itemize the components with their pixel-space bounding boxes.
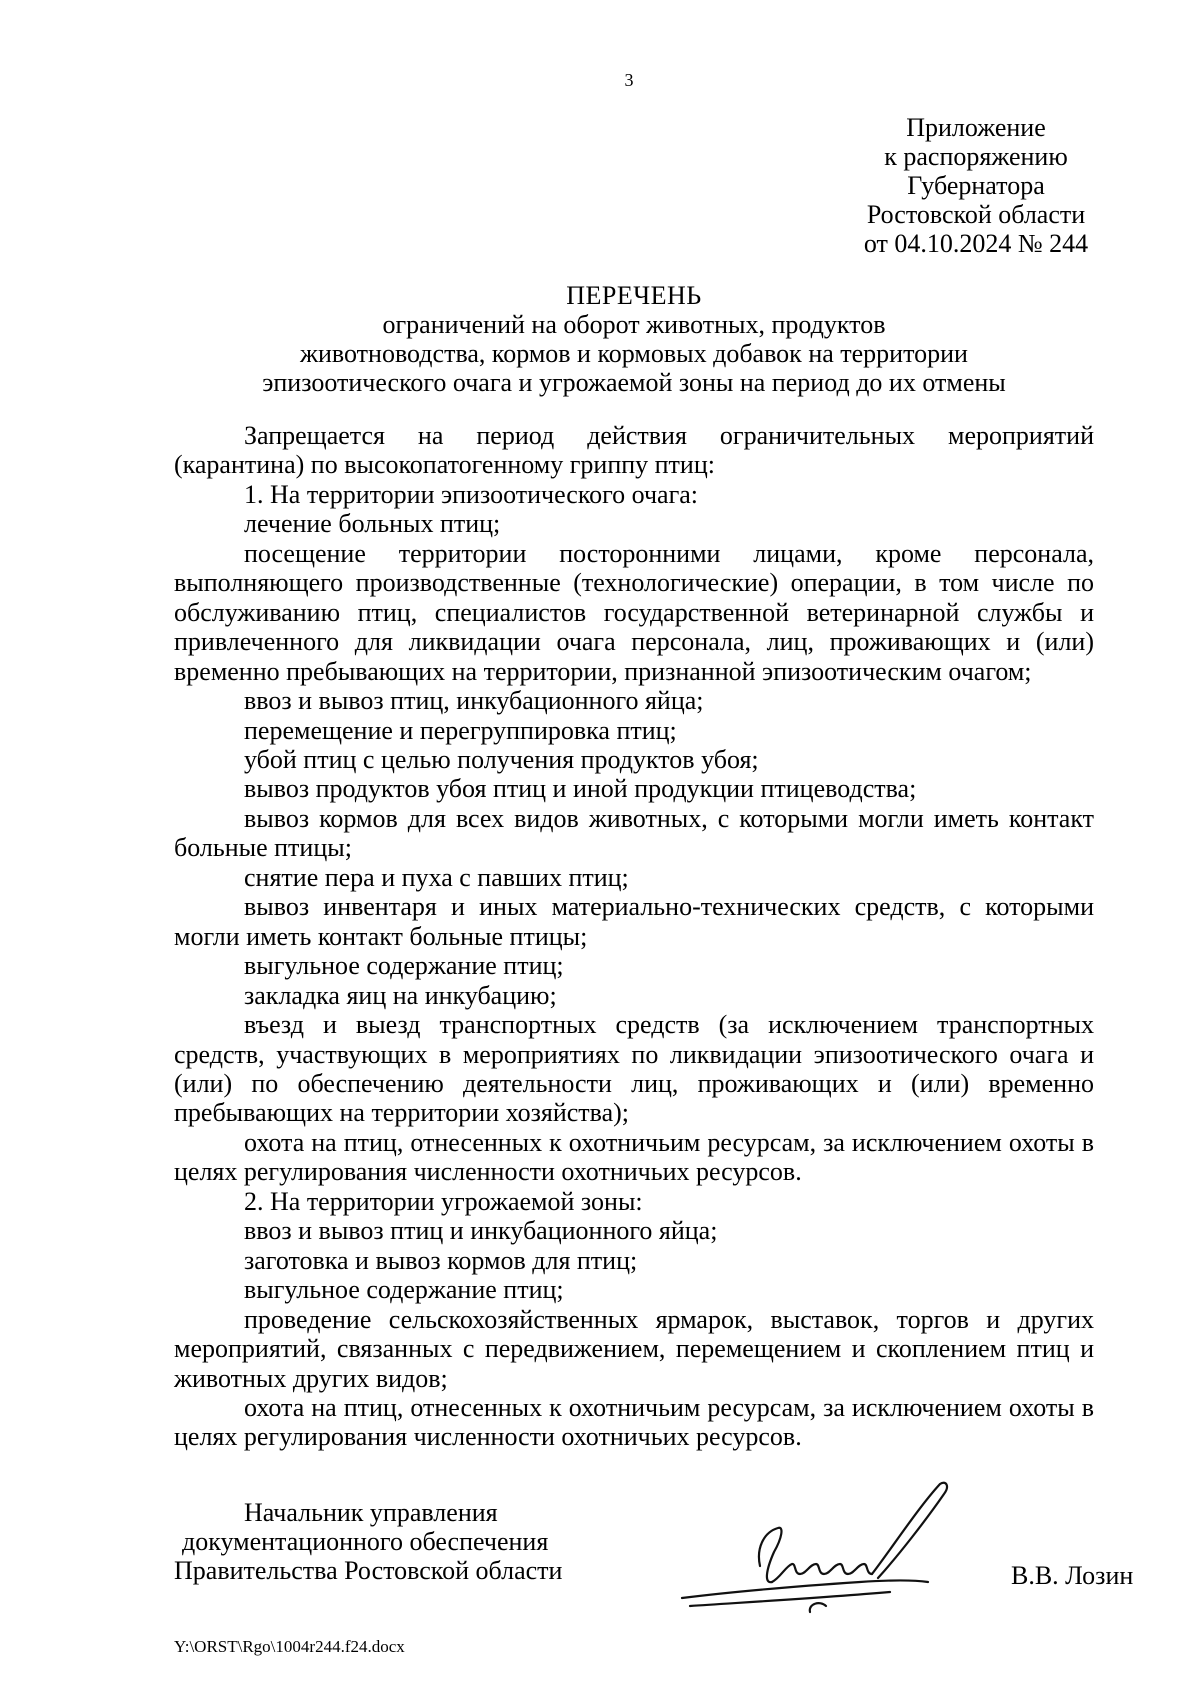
position-line: Начальник управления — [244, 1498, 498, 1527]
title-main: ПЕРЕЧЕНЬ — [566, 281, 702, 310]
appendix-line: к распоряжению — [884, 142, 1068, 171]
list-item: вывоз продуктов убоя птиц и иной продукции птицеводства; — [244, 774, 917, 804]
document-title — [174, 281, 1094, 397]
list-item: посещение территории посторонними лицами, кроме персонала, выполняющего производственные (технологические) операции, в том числе по обслуживанию птиц, специалистов государственной ветеринарной службы и привлеченного для ликвидации очага персонала, лиц, проживающих и (или) временно пребывающих на территории, признанной эпизоотическим очагом; — [174, 538, 1094, 686]
list-item: выгульное содержание птиц; — [244, 1275, 564, 1305]
file-path: Y:\ORST\Rgo\1004r244.f24.docx — [174, 1637, 405, 1656]
signer-name: В.В. Лозин — [1011, 1561, 1134, 1590]
list-item: въезд и выезд транспортных средств (за исключением транспортных средств, участвующих в мероприятиях по ликвидации эпизоотического очага и (или) по обеспечению деятельности лиц, проживающих и (или) временно пребывающих на территории хозяйства); — [174, 1010, 1094, 1128]
handwritten-signature — [660, 1478, 990, 1618]
appendix-line: от 04.10.2024 № 244 — [863, 229, 1089, 258]
section-heading: 2. На территории угрожаемой зоны: — [244, 1186, 643, 1216]
appendix-line: Приложение — [906, 113, 1046, 142]
document-body — [174, 421, 1094, 1452]
signatory-position — [174, 1498, 644, 1585]
list-item: закладка яиц на инкубацию; — [244, 980, 557, 1010]
title-line: эпизоотического очага и угрожаемой зоны на период до их отмены — [262, 368, 1006, 397]
title-line: животноводства, кормов и кормовых добавок на территории — [300, 339, 968, 368]
position-line: Правительства Ростовской области — [174, 1556, 563, 1585]
list-item: снятие пера и пуха с павших птиц; — [244, 862, 629, 892]
list-item: ввоз и вывоз птиц, инкубационного яйца; — [244, 686, 704, 716]
list-item: охота на птиц, отнесенных к охотничьим ресурсам, за исключением охоты в целях регулирования численности охотничьих ресурсов. — [174, 1392, 1094, 1452]
list-item: убой птиц с целью получения продуктов убоя; — [244, 744, 759, 774]
appendix-line: Ростовской области — [866, 200, 1086, 229]
list-item: выгульное содержание птиц; — [244, 951, 564, 981]
section-heading: 1. На территории эпизоотического очага: — [244, 479, 699, 509]
list-item: охота на птиц, отнесенных к охотничьим ресурсам, за исключением охоты в целях регулирования численности охотничьих ресурсов. — [174, 1127, 1094, 1187]
list-item: вывоз кормов для всех видов животных, с которыми могли иметь контакт больные птицы; — [174, 803, 1094, 863]
position-line: документационного обеспечения — [182, 1527, 549, 1556]
list-item: ввоз и вывоз птиц и инкубационного яйца; — [244, 1216, 718, 1246]
page-number: 3 — [624, 70, 634, 90]
list-item: проведение сельскохозяйственных ярмарок, выставок, торгов и других мероприятий, связанных с передвижением, перемещением и скоплением птиц и животных других видов; — [174, 1304, 1094, 1393]
appendix-line: Губернатора — [907, 171, 1045, 200]
list-item: вывоз инвентаря и иных материально-технических средств, с которыми могли иметь контакт больные птицы; — [174, 892, 1094, 951]
list-item: перемещение и перегруппировка птиц; — [244, 715, 677, 745]
paragraph: Запрещается на период действия ограничительных мероприятий (карантина) по высокопатогенному гриппу птиц: — [174, 421, 1094, 480]
list-item: заготовка и вывоз кормов для птиц; — [244, 1245, 638, 1275]
list-item: лечение больных птиц; — [244, 509, 501, 539]
appendix-header — [846, 113, 1106, 258]
title-line: ограничений на оборот животных, продуктов — [382, 310, 886, 339]
